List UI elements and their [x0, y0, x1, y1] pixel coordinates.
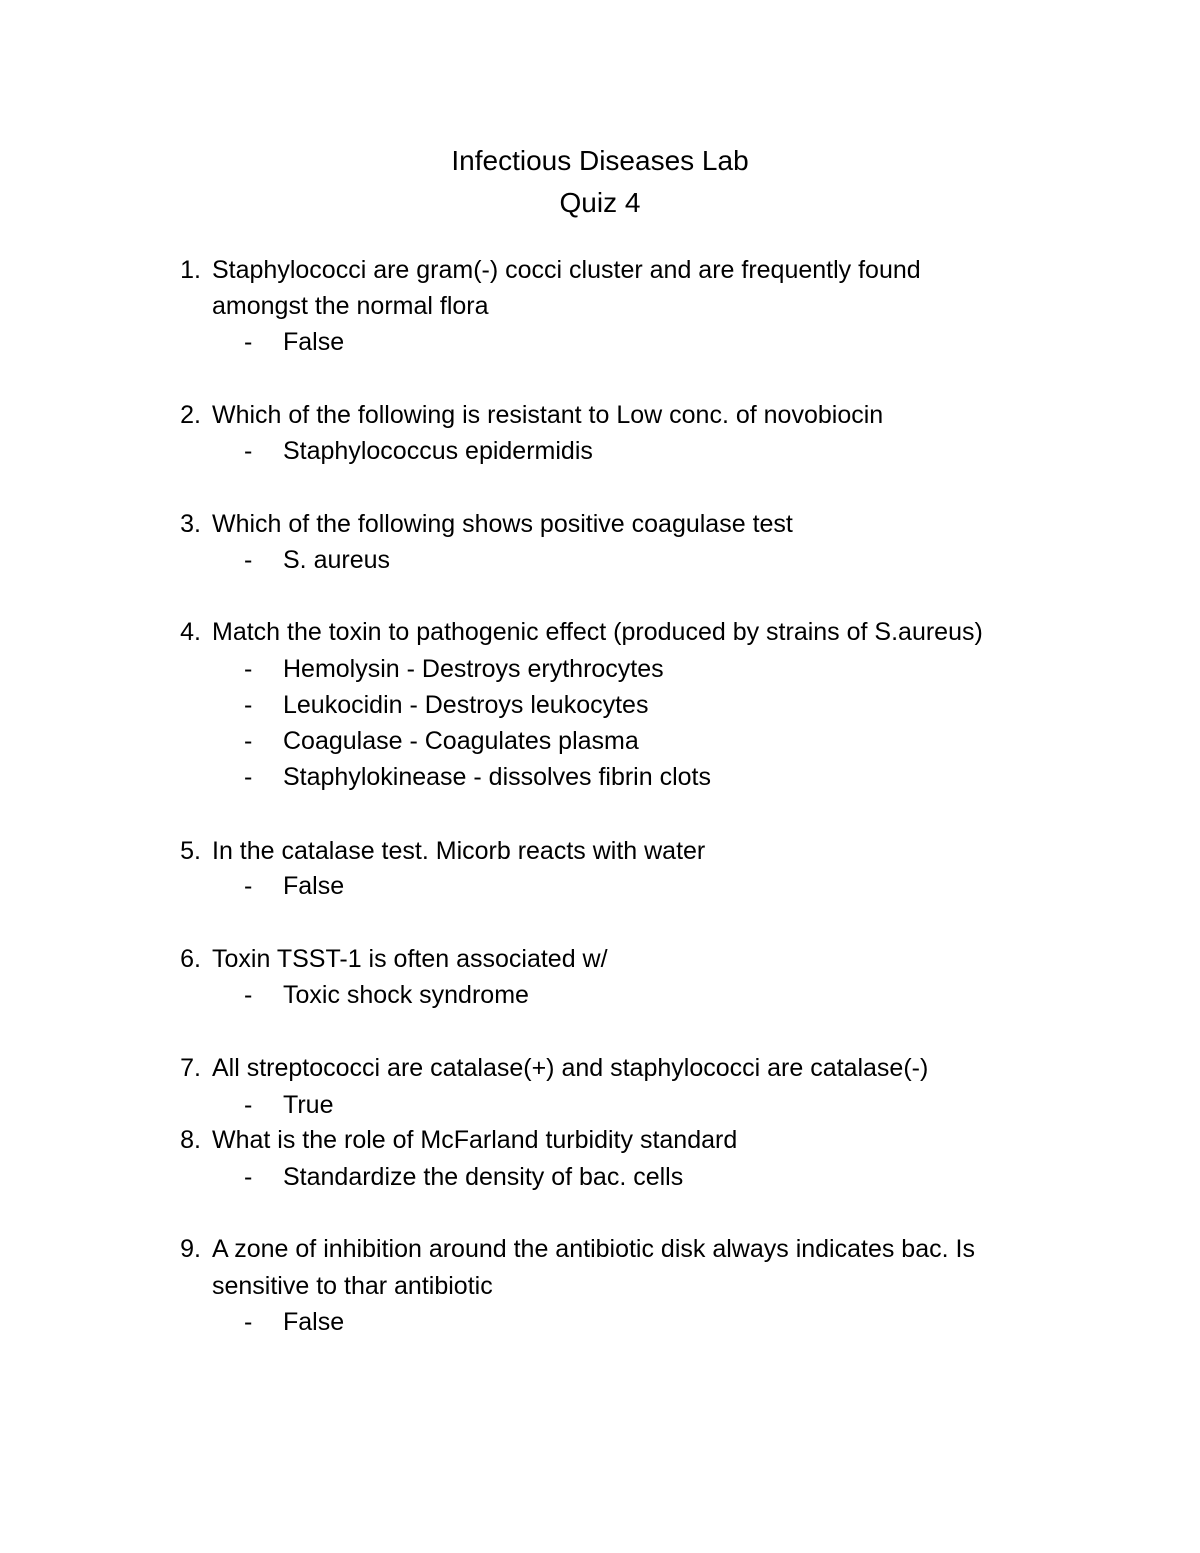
question-text: In the catalase test. Micorb reacts with water [212, 837, 706, 865]
answer-bullet: - [244, 437, 253, 465]
answer-text: Coagulase - Coagulates plasma [283, 727, 639, 755]
answer-bullet: - [244, 727, 253, 755]
answer-bullet: - [244, 1163, 253, 1191]
answer-text: False [283, 872, 345, 900]
question-number: 7. [180, 1054, 201, 1082]
question-text: Which of the following shows positive coagulase test [212, 510, 793, 538]
question-text: sensitive to thar antibiotic [212, 1272, 493, 1300]
answer-text: Staphylococcus epidermidis [283, 437, 593, 465]
answer-text: False [283, 328, 345, 356]
question-number: 6. [180, 945, 201, 973]
question-text: Toxin TSST-1 is often associated w/ [212, 945, 608, 973]
answer-text: Leukocidin - Destroys leukocytes [283, 691, 649, 719]
answer-bullet: - [244, 328, 253, 356]
answer-text: True [283, 1091, 334, 1119]
question-text: Staphylococci are gram(-) cocci cluster and are frequently found [212, 256, 921, 284]
answer-text: Toxic shock syndrome [283, 981, 529, 1009]
question-number: 4. [180, 618, 201, 646]
question-text: What is the role of McFarland turbidity standard [212, 1126, 738, 1154]
question-number: 5. [180, 837, 201, 865]
answer-bullet: - [244, 872, 253, 900]
document-title: Infectious Diseases Lab [451, 145, 749, 176]
question-text: amongst the normal flora [212, 292, 489, 320]
document-subtitle: Quiz 4 [559, 187, 641, 218]
answer-bullet: - [244, 546, 253, 574]
question-number: 9. [180, 1235, 201, 1263]
answer-bullet: - [244, 691, 253, 719]
question-number: 8. [180, 1126, 201, 1154]
answer-text: False [283, 1308, 345, 1336]
question-text: All streptococci are catalase(+) and staphylococci are catalase(-) [212, 1054, 929, 1082]
question-text: Match the toxin to pathogenic effect (produced by strains of S.aureus) [212, 618, 983, 646]
answer-text: Staphylokinease - dissolves fibrin clots [283, 763, 711, 791]
answer-text: Hemolysin - Destroys erythrocytes [283, 655, 664, 683]
question-number: 1. [180, 256, 201, 284]
answer-bullet: - [244, 655, 253, 683]
answer-text: S. aureus [283, 546, 391, 574]
question-number: 2. [180, 401, 201, 429]
answer-bullet: - [244, 1091, 253, 1119]
answer-bullet: - [244, 763, 253, 791]
question-text: Which of the following is resistant to Low conc. of novobiocin [212, 401, 884, 429]
question-text: A zone of inhibition around the antibiotic disk always indicates bac. Is [212, 1235, 975, 1263]
answer-bullet: - [244, 981, 253, 1009]
answer-text: Standardize the density of bac. cells [283, 1163, 684, 1191]
question-number: 3. [180, 510, 201, 538]
answer-bullet: - [244, 1308, 253, 1336]
